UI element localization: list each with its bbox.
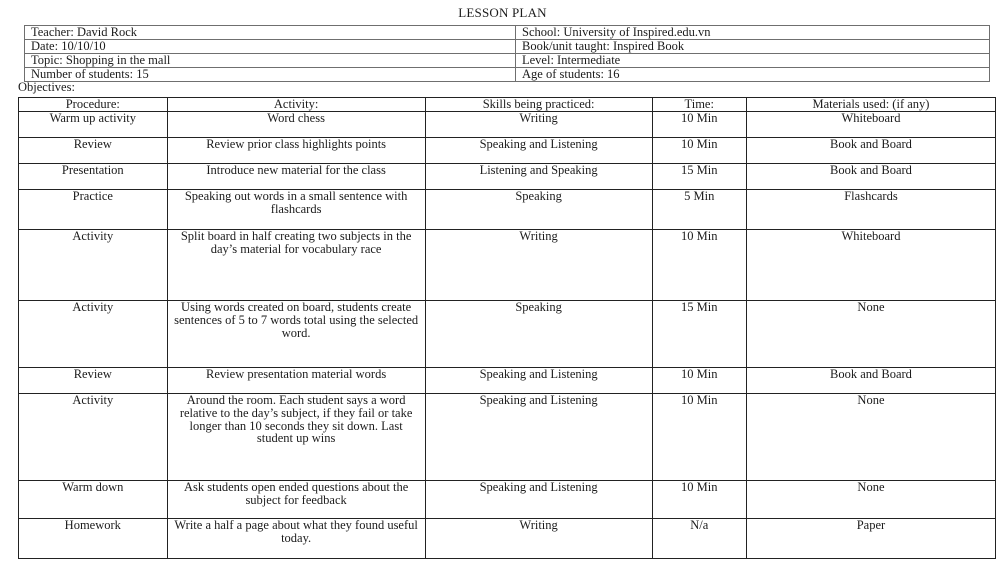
skills-cell: Writing <box>425 112 652 138</box>
procedure-cell: Review <box>19 368 168 394</box>
info-row <box>25 26 990 40</box>
activity-cell: Using words created on board, students create sentences of 5 to 7 words total using the selected word. <box>167 301 425 368</box>
school-cell: School: University of Inspired.edu.vn <box>516 26 990 40</box>
skills-cell: Speaking <box>425 190 652 230</box>
procedure-cell: Homework <box>19 519 168 559</box>
age-cell: Age of students: 16 <box>516 68 990 82</box>
activity-cell: Word chess <box>167 112 425 138</box>
info-row <box>25 40 990 54</box>
skills-cell: Speaking and Listening <box>425 481 652 519</box>
materials-cell: None <box>746 301 995 368</box>
header-procedure: Procedure: <box>19 98 168 112</box>
header-row <box>19 98 996 112</box>
table-row <box>19 394 996 481</box>
time-cell: 10 Min <box>652 394 746 481</box>
info-row <box>25 68 990 82</box>
procedure-cell: Activity <box>19 230 168 301</box>
table-row <box>19 301 996 368</box>
activity-cell: Review prior class highlights points <box>167 138 425 164</box>
materials-cell: Whiteboard <box>746 230 995 301</box>
time-cell: 10 Min <box>652 112 746 138</box>
skills-cell: Writing <box>425 230 652 301</box>
activity-cell: Ask students open ended questions about the subject for feedback <box>167 481 425 519</box>
table-row <box>19 190 996 230</box>
objectives-label: Objectives: <box>18 80 75 94</box>
procedure-cell: Presentation <box>19 164 168 190</box>
time-cell: 10 Min <box>652 230 746 301</box>
students-cell: Number of students: 15 <box>25 68 516 82</box>
materials-cell: Paper <box>746 519 995 559</box>
skills-cell: Speaking and Listening <box>425 138 652 164</box>
procedure-cell: Warm up activity <box>19 112 168 138</box>
skills-cell: Speaking <box>425 301 652 368</box>
header-skills: Skills being practiced: <box>425 98 652 112</box>
level-cell: Level: Intermediate <box>516 54 990 68</box>
procedure-cell: Activity <box>19 394 168 481</box>
table-row <box>19 112 996 138</box>
materials-cell: None <box>746 394 995 481</box>
skills-cell: Writing <box>425 519 652 559</box>
time-cell: N/a <box>652 519 746 559</box>
topic-cell: Topic: Shopping in the mall <box>25 54 516 68</box>
procedure-cell: Warm down <box>19 481 168 519</box>
skills-cell: Listening and Speaking <box>425 164 652 190</box>
activity-cell: Split board in half creating two subjects in the day’s material for vocabulary race <box>167 230 425 301</box>
materials-cell: Book and Board <box>746 138 995 164</box>
time-cell: 10 Min <box>652 368 746 394</box>
table-row <box>19 138 996 164</box>
header-activity: Activity: <box>167 98 425 112</box>
skills-cell: Speaking and Listening <box>425 368 652 394</box>
activity-cell: Write a half a page about what they found useful today. <box>167 519 425 559</box>
activity-cell: Introduce new material for the class <box>167 164 425 190</box>
teacher-cell: Teacher: David Rock <box>25 26 516 40</box>
materials-cell: Flashcards <box>746 190 995 230</box>
time-cell: 10 Min <box>652 138 746 164</box>
page-title: LESSON PLAN <box>458 5 547 20</box>
time-cell: 10 Min <box>652 481 746 519</box>
materials-cell: Book and Board <box>746 164 995 190</box>
activity-cell: Review presentation material words <box>167 368 425 394</box>
time-cell: 15 Min <box>652 301 746 368</box>
date-cell: Date: 10/10/10 <box>25 40 516 54</box>
time-cell: 15 Min <box>652 164 746 190</box>
procedure-cell: Review <box>19 138 168 164</box>
procedure-cell: Activity <box>19 301 168 368</box>
table-row <box>19 368 996 394</box>
book-cell: Book/unit taught: Inspired Book <box>516 40 990 54</box>
activity-cell: Around the room. Each student says a word relative to the day’s subject, if they fail or take longer than 10 seconds they sit down. Last student up wins <box>167 394 425 481</box>
table-row <box>19 230 996 301</box>
lesson-plan-table <box>18 97 996 559</box>
info-table <box>24 25 990 82</box>
table-row <box>19 164 996 190</box>
skills-cell: Speaking and Listening <box>425 394 652 481</box>
time-cell: 5 Min <box>652 190 746 230</box>
header-materials: Materials used: (if any) <box>746 98 995 112</box>
activity-cell: Speaking out words in a small sentence with flashcards <box>167 190 425 230</box>
materials-cell: None <box>746 481 995 519</box>
info-row <box>25 54 990 68</box>
materials-cell: Book and Board <box>746 368 995 394</box>
materials-cell: Whiteboard <box>746 112 995 138</box>
table-row <box>19 481 996 519</box>
table-row <box>19 519 996 559</box>
procedure-cell: Practice <box>19 190 168 230</box>
header-time: Time: <box>652 98 746 112</box>
